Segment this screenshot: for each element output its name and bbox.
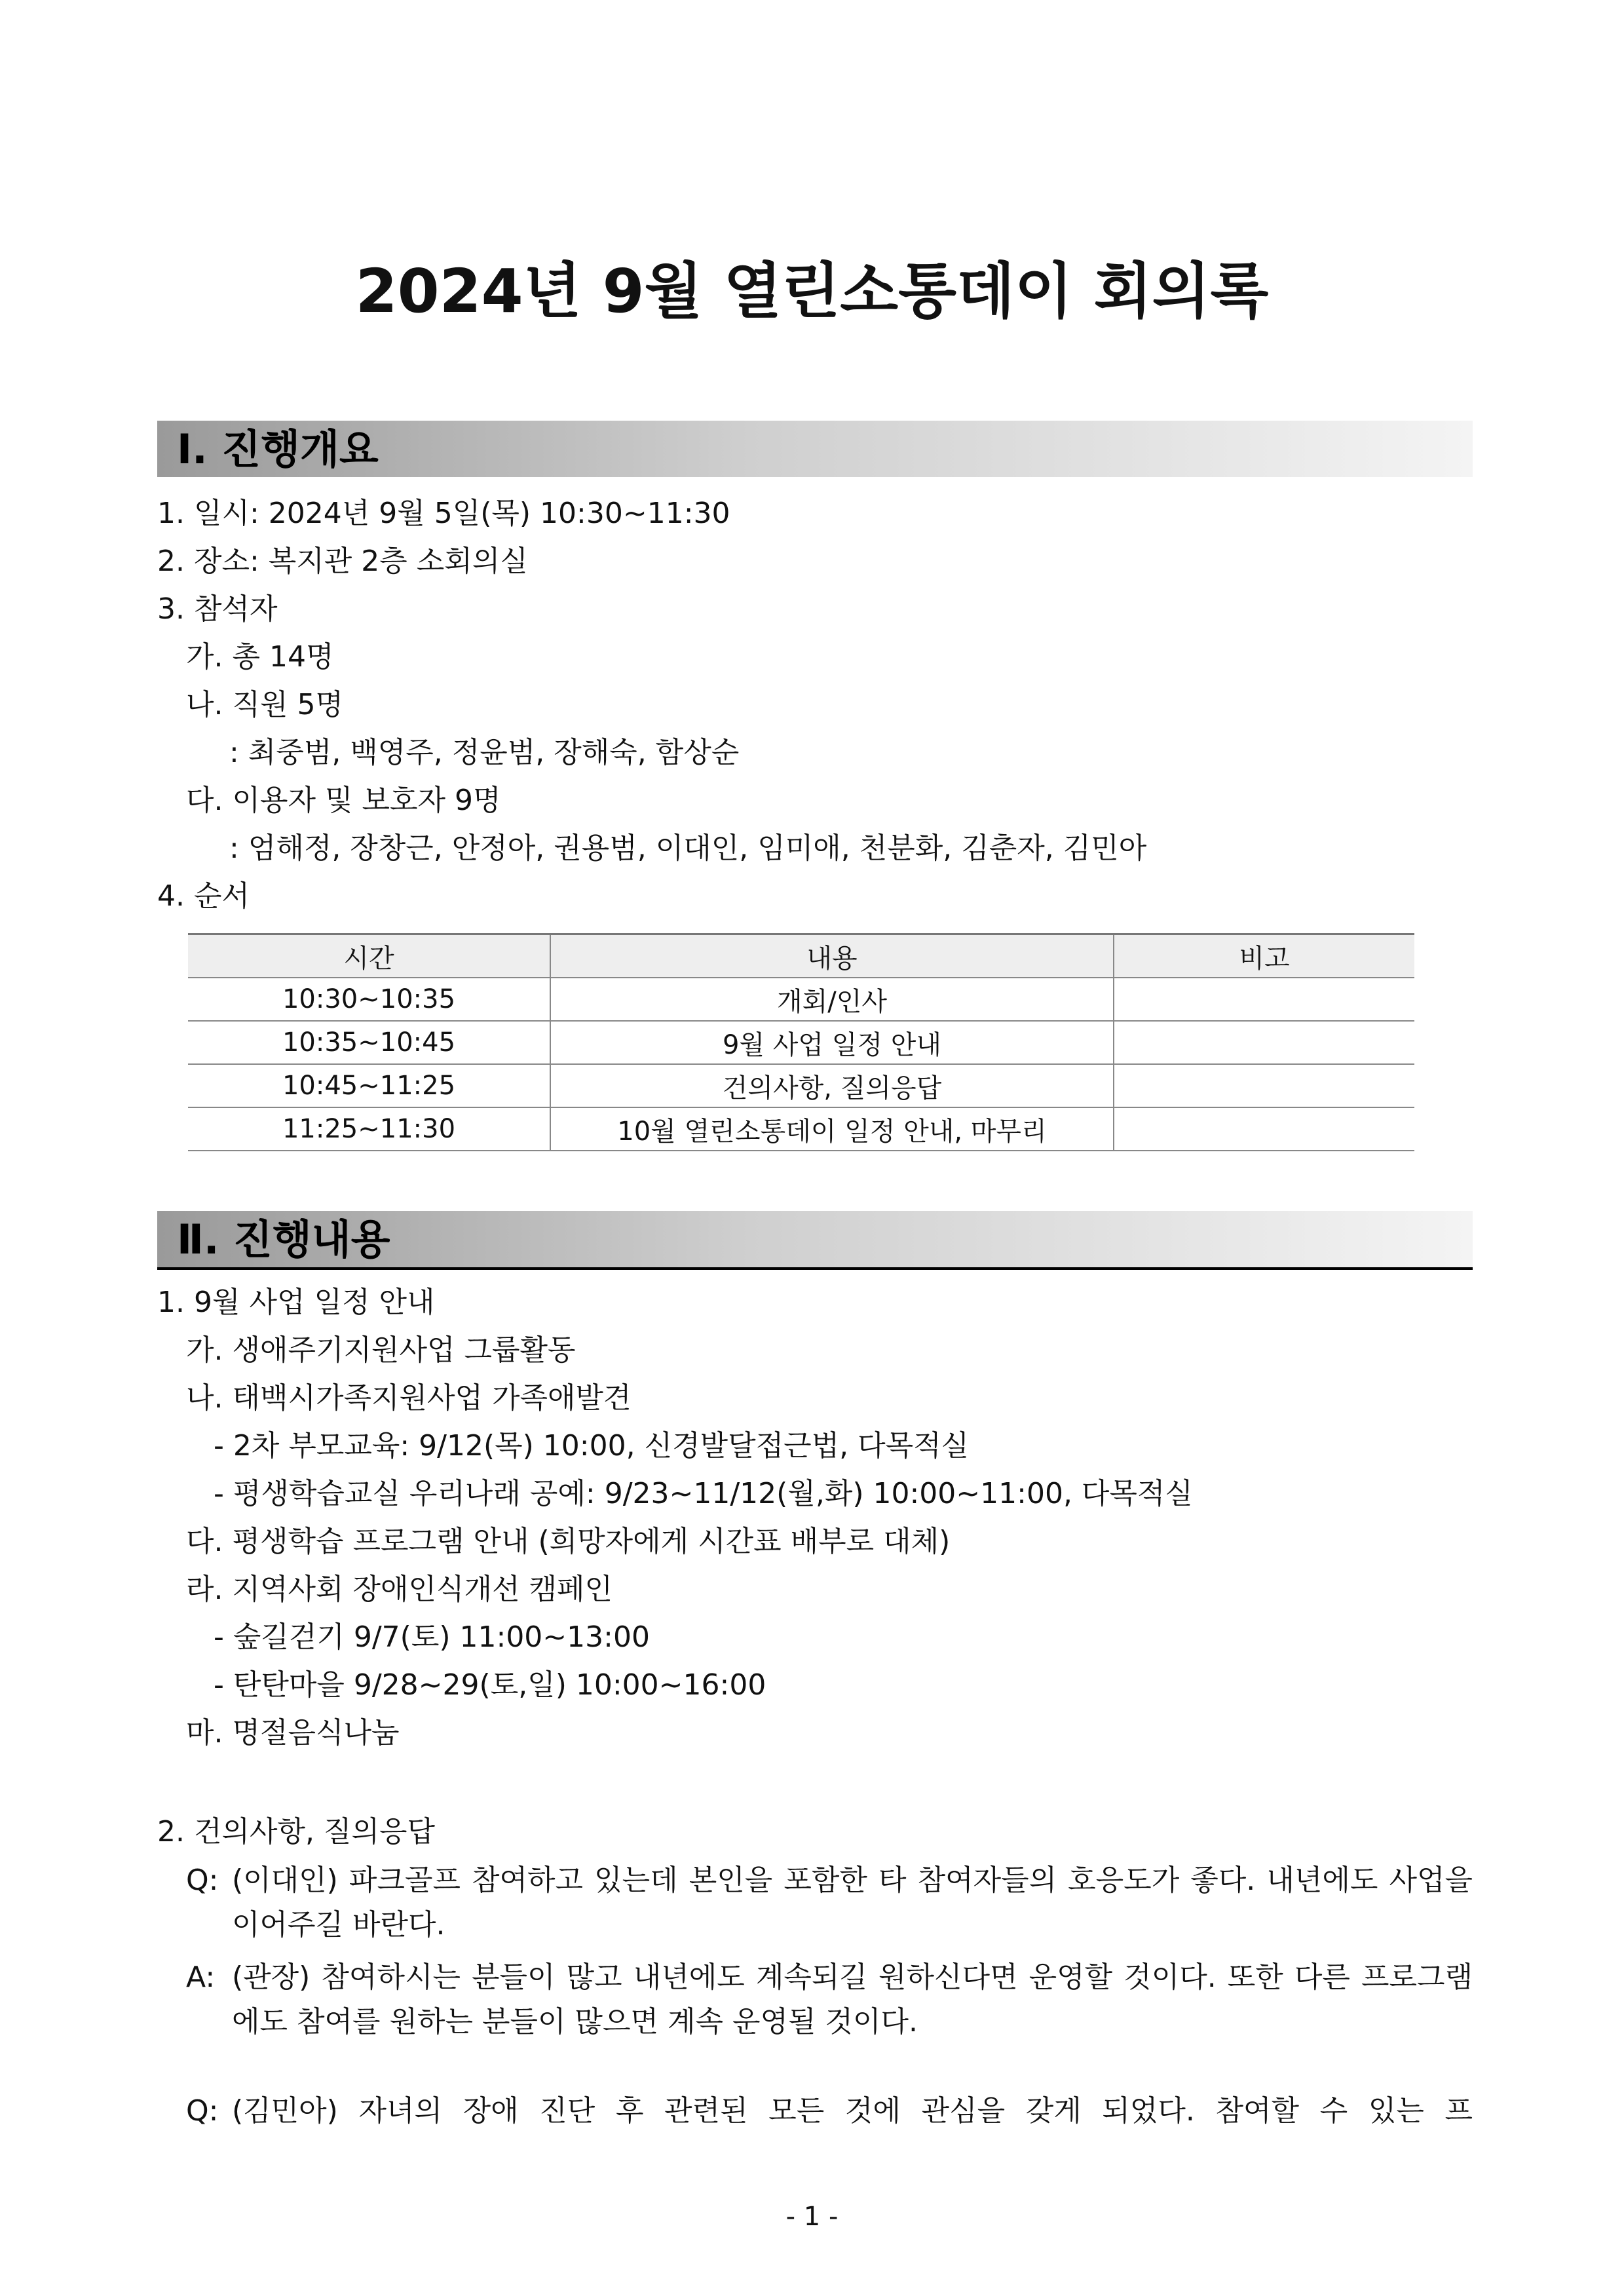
content-item-1: 1. 9월 사업 일정 안내 — [157, 1286, 435, 1319]
attendees-total: 가. 총 14명 — [186, 640, 334, 674]
schedule-time: 10:45~11:25 — [188, 1064, 550, 1107]
content-item-1-na: 나. 태백시가족지원사업 가족애발견 — [186, 1381, 632, 1415]
content-item-1-ra-sub-1: - 숲길걷기 9/7(토) 11:00~13:00 — [214, 1620, 650, 1654]
content-item-1-ga: 가. 생애주기지원사업 그룹활동 — [186, 1333, 576, 1367]
schedule-table — [188, 933, 1414, 1151]
schedule-content: 개회/인사 — [550, 978, 1114, 1021]
page-title: 2024년 9월 열린소통데이 회의록 — [355, 256, 1269, 326]
schedule-note — [1114, 1021, 1414, 1064]
qa-text: (이대인) 파크골프 참여하고 있는데 본인을 포함한 타 참여자들의 호응도가 좋다. 내년에도 사업을 이어주길 바란다. — [232, 1864, 1473, 1942]
qa-answer-1 — [186, 1955, 1473, 2044]
table-row — [188, 978, 1414, 1021]
attendees-staff-names: : 최중범, 백영주, 정윤범, 장해숙, 함상순 — [229, 736, 740, 769]
qa-question-2 — [186, 2089, 1473, 2133]
page-number: - 1 - — [785, 2202, 839, 2232]
schedule-content: 9월 사업 일정 안내 — [550, 1021, 1114, 1064]
schedule-time: 10:35~10:45 — [188, 1021, 550, 1064]
content-item-1-ma: 마. 명절음식나눔 — [186, 1716, 400, 1750]
qa-label: Q: — [186, 1864, 219, 1897]
qa-label: Q: — [186, 2094, 219, 2128]
content-item-1-ra-sub-2: - 탄탄마을 9/28~29(토,일) 10:00~16:00 — [214, 1668, 766, 1702]
qa-label: A: — [186, 1961, 216, 1994]
schedule-header-content: 내용 — [550, 934, 1114, 978]
section-1-heading: Ⅰ. 진행개요 — [177, 425, 379, 473]
schedule-note — [1114, 1064, 1414, 1107]
overview-order: 4. 순서 — [157, 879, 250, 913]
content-item-1-na-sub-2: - 평생학습교실 우리나래 공예: 9/23~11/12(월,화) 10:00~11:00, 다목적실 — [214, 1477, 1193, 1510]
section-1-heading-bar — [157, 421, 1473, 477]
qa-text: (김민아) 자녀의 장애 진단 후 관련된 모든 것에 관심을 갖게 되었다. 참여할 수 있는 프 — [232, 2094, 1473, 2128]
overview-attendees: 3. 참석자 — [157, 592, 278, 626]
schedule-header-note: 비고 — [1114, 934, 1414, 978]
table-row — [188, 1021, 1414, 1064]
qa-question-1 — [186, 1858, 1473, 1947]
section-2-heading: Ⅱ. 진행내용 — [177, 1215, 390, 1263]
content-item-1-ra: 라. 지역사회 장애인식개선 캠페인 — [186, 1573, 613, 1606]
attendees-staff: 나. 직원 5명 — [186, 688, 343, 721]
overview-place: 2. 장소: 복지관 2층 소회의실 — [157, 545, 528, 578]
content-item-1-na-sub-1: - 2차 부모교육: 9/12(목) 10:00, 신경발달접근법, 다목적실 — [214, 1429, 970, 1463]
qa-text: (관장) 참여하시는 분들이 많고 내년에도 계속되길 원하신다면 운영할 것이다. 또한 다른 프로그램에도 참여를 원하는 분들이 많으면 계속 운영될 것이다. — [232, 1961, 1473, 2038]
schedule-header-row — [188, 934, 1414, 978]
schedule-content: 10월 열린소통데이 일정 안내, 마무리 — [550, 1107, 1114, 1151]
table-row — [188, 1064, 1414, 1107]
schedule-time: 10:30~10:35 — [188, 978, 550, 1021]
table-row — [188, 1107, 1414, 1151]
attendees-users: 다. 이용자 및 보호자 9명 — [186, 784, 501, 817]
content-item-2: 2. 건의사항, 질의응답 — [157, 1815, 435, 1848]
schedule-time: 11:25~11:30 — [188, 1107, 550, 1151]
attendees-user-names: : 엄해정, 장창근, 안정아, 권용범, 이대인, 임미애, 천분화, 김춘자, 김민아 — [229, 832, 1147, 865]
schedule-note — [1114, 1107, 1414, 1151]
section-2-heading-bar — [157, 1211, 1473, 1270]
schedule-content: 건의사항, 질의응답 — [550, 1064, 1114, 1107]
content-item-1-da: 다. 평생학습 프로그램 안내 (희망자에게 시간표 배부로 대체) — [186, 1525, 951, 1558]
schedule-header-time: 시간 — [188, 934, 550, 978]
overview-date: 1. 일시: 2024년 9월 5일(목) 10:30~11:30 — [157, 497, 730, 530]
schedule-note — [1114, 978, 1414, 1021]
